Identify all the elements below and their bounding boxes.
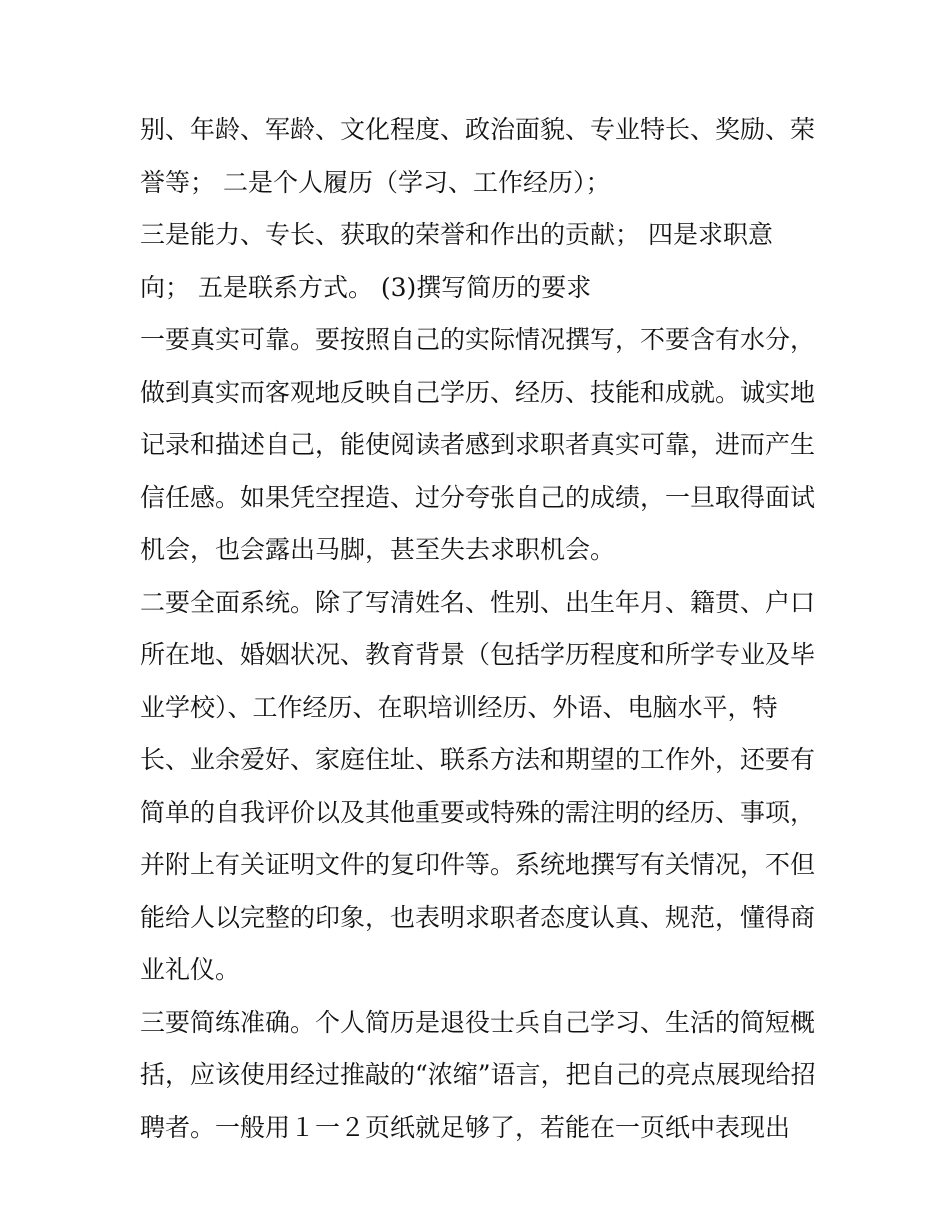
text-line: 三要简练准确。个人简历是退役士兵自己学习、生活的简短概 — [140, 1007, 816, 1037]
text-line: 别、年龄、军龄、文化程度、政治面貌、专业特长、奖励、荣 — [140, 115, 816, 144]
text-line: 简单的自我评价以及其他重要或特殊的需注明的经历、事项， — [140, 797, 816, 827]
text-line: 信任感。如果凭空捏造、过分夸张自己的成绩，一旦取得面试 — [140, 482, 816, 512]
text-line: 括，应该使用经过推敲的“浓缩”语言，把自己的亮点展现给招 — [140, 1060, 816, 1089]
text-line: 向； 五是联系方式。 (3)撰写简历的要求 — [140, 272, 592, 302]
text-line: 二要全面系统。除了写清姓名、性别、出生年月、籍贯、户口 — [140, 587, 816, 617]
text-line: 誉等； 二是个人履历（学习、工作经历）； — [140, 167, 611, 197]
text-line: 业学校）、工作经历、在职培训经历、外语、电脑水平，特 — [140, 692, 778, 722]
text-line: 三是能力、专长、获取的荣誉和作出的贡献； 四是求职意 — [140, 220, 773, 249]
text-line: 做到真实而客观地反映自己学历、经历、技能和成就。诚实地 — [140, 377, 816, 407]
text-line: 所在地、婚姻状况、教育背景（包括学历程度和所学专业及毕 — [140, 640, 816, 669]
text-line: 聘者。一般用１一２页纸就足够了，若能在一页纸中表现出 — [140, 1112, 791, 1142]
text-line: 能给人以完整的印象，也表明求职者态度认真、规范，懂得商 — [140, 902, 816, 932]
text-line: 业礼仪。 — [140, 955, 241, 984]
text-line: 记录和描述自己，能使阅读者感到求职者真实可靠，进而产生 — [140, 430, 816, 459]
text-line: 长、业余爱好、家庭住址、联系方法和期望的工作外，还要有 — [140, 745, 816, 774]
text-line: 机会，也会露出马脚，甚至失去求职机会。 — [140, 535, 616, 564]
body-text — [140, 108, 820, 1158]
text-line: 并附上有关证明文件的复印件等。系统地撰写有关情况，不但 — [140, 850, 816, 879]
text-line: 一要真实可靠。要按照自己的实际情况撰写，不要含有水分， — [140, 325, 816, 354]
